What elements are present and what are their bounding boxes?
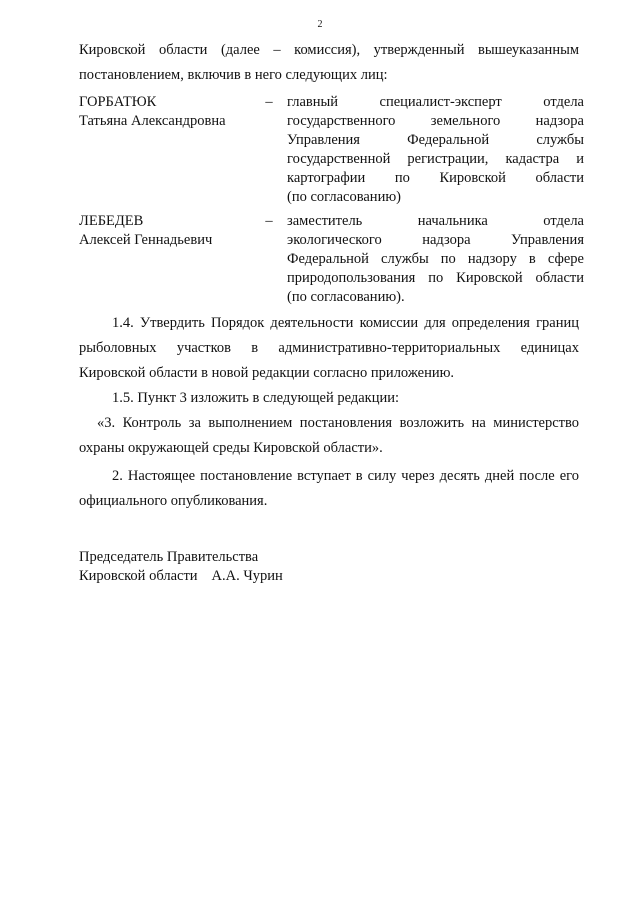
role-line: Федеральной службы по надзору в сфере [287, 251, 584, 267]
member-surname: ГОРБАТЮК [79, 94, 157, 110]
signature-title-region: Кировской области [79, 568, 198, 584]
member-role [287, 93, 584, 207]
intro-line-1: Кировской области (далее – комиссия), утвержденный вышеуказанным [79, 42, 579, 58]
member-gorbatyuk [79, 93, 584, 213]
role-line: (по согласованию). [287, 289, 405, 305]
intro-paragraph [79, 38, 579, 88]
clause-line: 1.5. Пункт 3 изложить в следующей редакции: [112, 390, 400, 406]
intro-line-2: постановлением, включив в него следующих лиц: [79, 67, 388, 83]
clause-2 [79, 464, 579, 514]
clause-quote [79, 411, 579, 461]
clause-line: охраны окружающей среды Кировской области». [79, 440, 383, 456]
role-line: государственной регистрации, кадастра и [287, 151, 584, 167]
member-role [287, 212, 584, 307]
role-line: государственного земельного надзора [287, 113, 584, 129]
member-dash: – [265, 94, 273, 110]
member-lebedev [79, 212, 584, 312]
role-line: картографии по Кировской области [287, 170, 584, 186]
role-line: (по согласованию) [287, 189, 401, 205]
role-line: природопользования по Кировской области [287, 270, 584, 286]
member-surname: ЛЕБЕДЕВ [79, 213, 144, 229]
member-given-names: Алексей Геннадьевич [79, 232, 213, 248]
role-line: экологического надзора Управления [287, 232, 584, 248]
role-line: заместитель начальника отдела [287, 213, 584, 229]
clause-1-4 [79, 311, 579, 386]
role-line: главный специалист-эксперт отдела [287, 94, 584, 110]
member-dash: – [265, 213, 273, 229]
role-line: Управления Федеральной службы [287, 132, 584, 148]
member-name [79, 212, 259, 250]
page-number: 2 [317, 19, 323, 30]
clause-line: официального опубликования. [79, 493, 268, 509]
clause-line: 1.4. Утвердить Порядок деятельности комиссии для определения границ [112, 315, 579, 331]
clause-line: рыболовных участков в административно-территориальных единицах [79, 340, 579, 356]
member-given-names: Татьяна Александровна [79, 113, 226, 129]
member-name [79, 93, 259, 131]
signature-title-line-1: Председатель Правительства [79, 549, 259, 565]
clause-line: «3. Контроль за выполнением постановления возложить на министерство [97, 415, 579, 431]
signatory-name: А.А. Чурин [211, 568, 283, 584]
signature-block [79, 548, 479, 586]
clause-1-5 [79, 386, 579, 411]
clause-line: Кировской области в новой редакции согласно приложению. [79, 365, 455, 381]
clause-line: 2. Настоящее постановление вступает в силу через десять дней после его [112, 468, 579, 484]
signature-title-line-2 [79, 567, 479, 586]
